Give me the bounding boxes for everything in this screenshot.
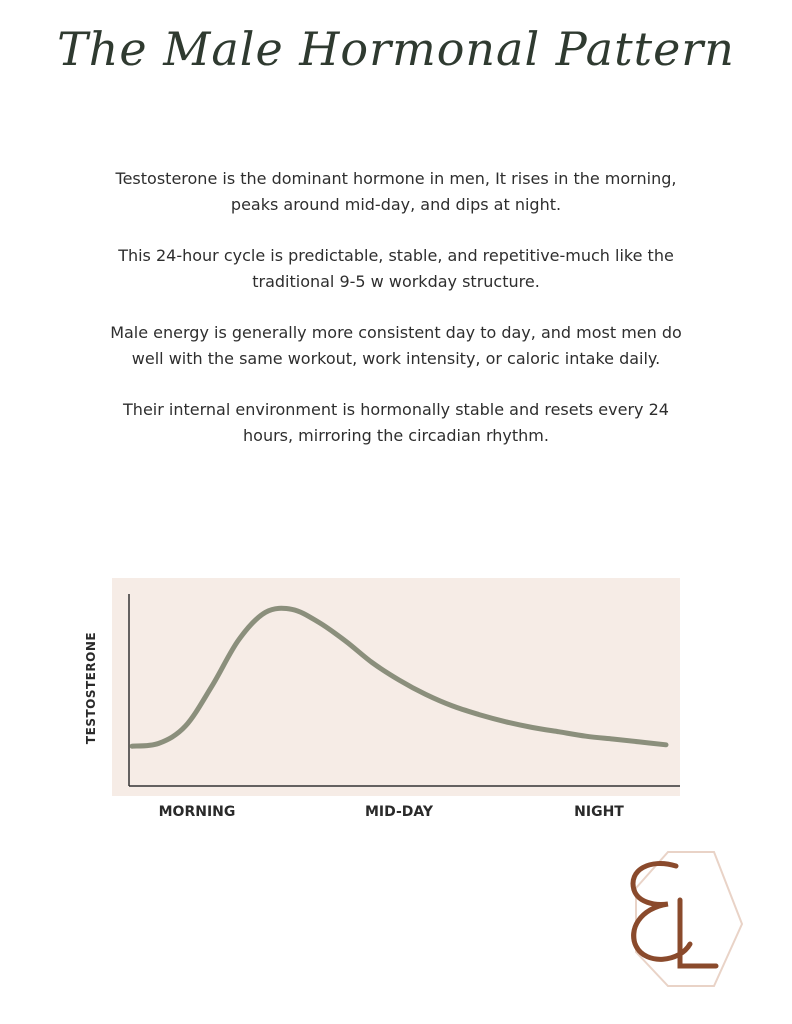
x-tick-night: NIGHT — [574, 804, 624, 820]
paragraph-internal-environment: Their internal environment is hormonally stable and resets every 24 hours, mirroring the circadian rhythm. — [123, 400, 669, 445]
paragraph-male-energy: Male energy is generally more consistent day to day, and most men do well with the same workout, work intensity, or caloric intake daily. — [110, 323, 682, 368]
y-axis-label: TESTOSTERONE — [84, 631, 98, 745]
paragraph-24-hour-cycle: This 24-hour cycle is predictable, stable, and repetitive-much like the traditional 9-5 w workday structure. — [118, 246, 674, 291]
page-title: The Male Hormonal Pattern — [57, 22, 735, 76]
x-tick-mid-day: MID-DAY — [364, 804, 434, 820]
x-tick-morning: MORNING — [158, 804, 236, 820]
paragraph-testosterone-cycle: Testosterone is the dominant hormone in men, It rises in the morning, peaks around mid-day, and dips at night. — [115, 169, 677, 214]
